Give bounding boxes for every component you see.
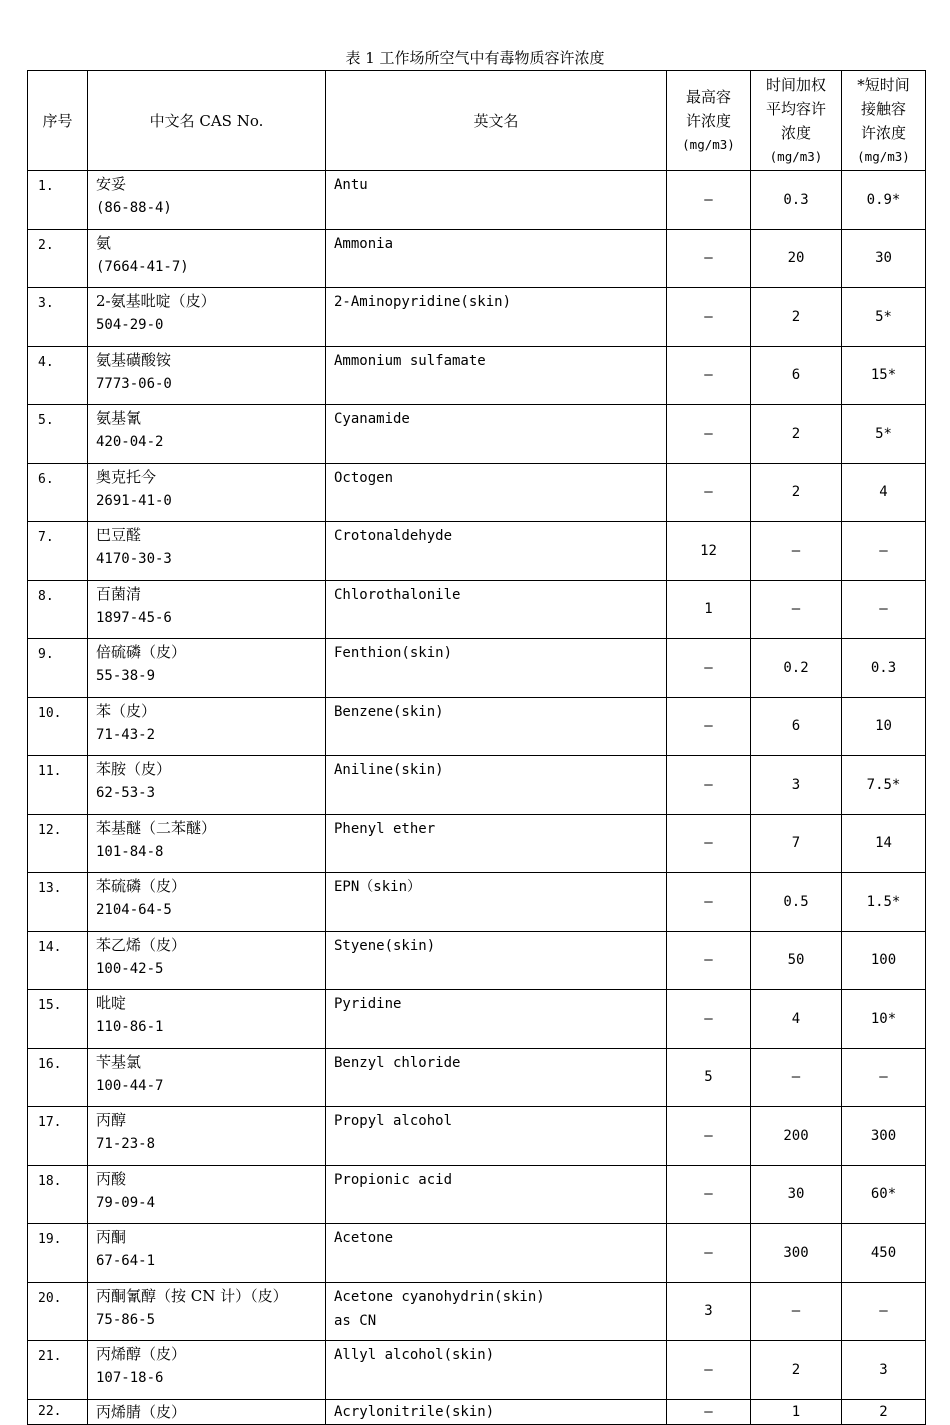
header-stel: *短时间 接触容 许浓度 (mg/m3) (842, 71, 926, 171)
row-cas-number: 7773-06-0 (96, 375, 172, 392)
row-chinese-name-cas (88, 1165, 326, 1224)
row-chinese-name-cas (88, 522, 326, 581)
table-row (28, 1399, 926, 1424)
row-stel-value: 15* (842, 346, 926, 405)
row-english-name: Acetone (326, 1224, 667, 1283)
row-twa-value: 6 (751, 346, 842, 405)
row-stel-value: 100 (842, 931, 926, 990)
row-chinese-name: 苯硫磷（皮） (96, 877, 187, 895)
row-seq: 10. (28, 697, 88, 756)
row-chinese-name: 苯基醚（二苯醚） (96, 818, 217, 837)
row-stel-value: 4 (842, 463, 926, 522)
table-row (28, 873, 926, 932)
row-twa-value: — (751, 580, 842, 639)
row-chinese-name: 丙酮氰醇（按 CN 计）（皮） (96, 1286, 288, 1305)
row-stel-value: 0.9* (842, 171, 926, 230)
row-stel-value: 2 (842, 1399, 926, 1424)
row-english-name: Benzene(skin) (326, 697, 667, 756)
row-mac-value: — (667, 814, 751, 873)
row-twa-value: — (751, 522, 842, 581)
row-english-name: Propionic acid (326, 1165, 667, 1224)
header-mac: 最高容 许浓度 (mg/m3) (667, 71, 751, 171)
row-stel-value: 1.5* (842, 873, 926, 932)
toxic-substances-table (27, 70, 926, 1425)
row-mac-value: — (667, 346, 751, 405)
row-twa-value: 2 (751, 463, 842, 522)
row-twa-value: 30 (751, 1165, 842, 1224)
table-row (28, 756, 926, 815)
row-english-name: Cyanamide (326, 405, 667, 464)
row-twa-value: 200 (751, 1107, 842, 1166)
row-seq: 6. (28, 463, 88, 522)
row-chinese-name: 氨 (96, 233, 112, 252)
row-chinese-name: 丙酸 (96, 1169, 127, 1188)
row-seq: 12. (28, 814, 88, 873)
row-seq: 14. (28, 931, 88, 990)
row-cas-number: 100-44-7 (96, 1077, 164, 1094)
row-chinese-name: 丙烯醇（皮） (96, 1345, 187, 1363)
row-seq: 5. (28, 405, 88, 464)
row-stel-value: — (842, 1282, 926, 1341)
row-cas-number: 71-23-8 (96, 1136, 156, 1152)
row-twa-value: 1 (751, 1399, 842, 1424)
row-seq: 7. (28, 522, 88, 581)
row-twa-value: 300 (751, 1224, 842, 1283)
row-stel-value: 60* (842, 1165, 926, 1224)
row-mac-value: 3 (667, 1282, 751, 1341)
row-twa-value: 20 (751, 229, 842, 288)
row-mac-value: 1 (667, 580, 751, 639)
row-seq: 19. (28, 1224, 88, 1283)
row-seq: 21. (28, 1341, 88, 1400)
row-stel-value: — (842, 1048, 926, 1107)
row-cas-number: 71-43-2 (96, 726, 156, 743)
row-twa-value: 2 (751, 288, 842, 347)
row-mac-value: — (667, 229, 751, 288)
row-chinese-name: 百菌清 (96, 584, 142, 603)
row-english-name: 2-Aminopyridine(skin) (326, 288, 667, 347)
row-english-name: Ammonia (326, 229, 667, 288)
row-seq: 13. (28, 873, 88, 932)
row-twa-value: 7 (751, 814, 842, 873)
row-chinese-name-cas (88, 346, 326, 405)
row-cas-number: 2104-64-5 (96, 902, 172, 918)
table-row (28, 990, 926, 1049)
row-twa-value: 4 (751, 990, 842, 1049)
row-english-name: Pyridine (326, 990, 667, 1049)
row-seq: 4. (28, 346, 88, 405)
row-stel-value: 5* (842, 405, 926, 464)
row-english-name: Phenyl ether (326, 814, 667, 873)
row-chinese-name: 吡啶 (96, 994, 127, 1012)
table-row (28, 171, 926, 230)
table-row (28, 405, 926, 464)
row-english-name: Propyl alcohol (326, 1107, 667, 1166)
row-chinese-name: 氨基磺酸铵 (96, 350, 172, 369)
table-body (28, 171, 926, 1425)
row-chinese-name: 2-氨基吡啶（皮） (96, 292, 216, 310)
row-english-name: Ammonium sulfamate (326, 346, 667, 405)
row-seq: 20. (28, 1282, 88, 1341)
row-cas-number: (7664-41-7) (96, 258, 189, 275)
row-english-name: EPN（skin） (326, 873, 667, 932)
row-english-name: Acetone cyanohydrin(skin) as CN (326, 1282, 667, 1341)
row-stel-value: 14 (842, 814, 926, 873)
row-twa-value: 0.3 (751, 171, 842, 230)
row-chinese-name-cas (88, 229, 326, 288)
row-chinese-name: 苯乙烯（皮） (96, 935, 187, 954)
row-english-name: Octogen (326, 463, 667, 522)
row-stel-value: 450 (842, 1224, 926, 1283)
row-chinese-name-cas (88, 931, 326, 990)
row-stel-value: 0.3 (842, 639, 926, 698)
row-chinese-name: 丙酮 (96, 1228, 127, 1246)
table-row (28, 346, 926, 405)
row-twa-value: — (751, 1282, 842, 1341)
row-seq: 11. (28, 756, 88, 815)
header-cn-cas: 中文名 CAS No. (88, 71, 326, 171)
row-stel-value: 10* (842, 990, 926, 1049)
row-english-name: Aniline(skin) (326, 756, 667, 815)
table-row (28, 931, 926, 990)
row-twa-value: 0.5 (751, 873, 842, 932)
row-cas-number: 101-84-8 (96, 843, 164, 860)
row-cas-number: 1897-45-6 (96, 609, 172, 626)
row-chinese-name-cas (88, 288, 326, 347)
table-row (28, 1224, 926, 1283)
row-chinese-name-cas (88, 405, 326, 464)
row-chinese-name-cas (88, 171, 326, 230)
row-stel-value: — (842, 522, 926, 581)
header-row (28, 71, 926, 171)
row-chinese-name-cas (88, 756, 326, 815)
table-row (28, 1048, 926, 1107)
row-chinese-name-cas (88, 1282, 326, 1341)
row-seq: 2. (28, 229, 88, 288)
table-row (28, 1341, 926, 1400)
row-chinese-name: 苯（皮） (96, 701, 157, 720)
header-seq: 序号 (28, 71, 88, 171)
row-seq: 16. (28, 1048, 88, 1107)
row-mac-value: — (667, 1107, 751, 1166)
row-stel-value: 10 (842, 697, 926, 756)
row-mac-value: — (667, 171, 751, 230)
row-mac-value: 5 (667, 1048, 751, 1107)
table-row (28, 697, 926, 756)
row-stel-value: 5* (842, 288, 926, 347)
row-cas-number: 79-09-4 (96, 1194, 156, 1211)
row-chinese-name-cas (88, 1341, 326, 1400)
row-twa-value: 2 (751, 405, 842, 464)
row-stel-value: 7.5* (842, 756, 926, 815)
row-chinese-name: 苄基氯 (96, 1052, 142, 1071)
row-chinese-name: 巴豆醛 (96, 526, 142, 544)
row-cas-number: 55-38-9 (96, 668, 156, 684)
row-cas-number: 420-04-2 (96, 434, 164, 450)
row-cas-number: 4170-30-3 (96, 551, 172, 567)
table-row (28, 1282, 926, 1341)
row-cas-number: 110-86-1 (96, 1019, 164, 1035)
row-cas-number: 107-18-6 (96, 1370, 164, 1386)
row-mac-value: — (667, 756, 751, 815)
row-twa-value: 50 (751, 931, 842, 990)
row-stel-value: 30 (842, 229, 926, 288)
table-row (28, 639, 926, 698)
row-seq: 1. (28, 171, 88, 230)
row-chinese-name-cas (88, 990, 326, 1049)
row-chinese-name: 丙醇 (96, 1111, 127, 1129)
row-stel-value: 300 (842, 1107, 926, 1166)
header-english-name: 英文名 (326, 71, 667, 171)
row-twa-value: 6 (751, 697, 842, 756)
header-twa: 时间加权 平均容许 浓度 (mg/m3) (751, 71, 842, 171)
row-mac-value: — (667, 1165, 751, 1224)
row-chinese-name-cas (88, 814, 326, 873)
row-twa-value: — (751, 1048, 842, 1107)
row-chinese-name-cas (88, 639, 326, 698)
row-chinese-name-cas (88, 697, 326, 756)
row-chinese-name: 奥克托今 (96, 467, 157, 486)
row-chinese-name: 丙烯腈（皮） (96, 1402, 187, 1421)
row-stel-value: 3 (842, 1341, 926, 1400)
row-english-name: Crotonaldehyde (326, 522, 667, 581)
row-cas-number: 62-53-3 (96, 785, 156, 801)
table-title: 表 1 工作场所空气中有毒物质容许浓度 (345, 49, 605, 67)
table-row (28, 229, 926, 288)
row-twa-value: 2 (751, 1341, 842, 1400)
row-mac-value: — (667, 873, 751, 932)
row-mac-value: — (667, 1341, 751, 1400)
row-english-name: Antu (326, 171, 667, 230)
row-mac-value: — (667, 697, 751, 756)
table-row (28, 522, 926, 581)
row-twa-value: 0.2 (751, 639, 842, 698)
row-seq: 9. (28, 639, 88, 698)
row-seq: 8. (28, 580, 88, 639)
table-row (28, 463, 926, 522)
row-chinese-name-cas (88, 580, 326, 639)
table-row (28, 1107, 926, 1166)
row-seq: 17. (28, 1107, 88, 1166)
table-row (28, 1165, 926, 1224)
row-english-name: Allyl alcohol(skin) (326, 1341, 667, 1400)
table-row (28, 814, 926, 873)
row-seq: 3. (28, 288, 88, 347)
row-mac-value: — (667, 463, 751, 522)
row-mac-value: — (667, 405, 751, 464)
row-english-name: Acrylonitrile(skin) (326, 1399, 667, 1424)
row-chinese-name-cas (88, 1107, 326, 1166)
row-seq: 18. (28, 1165, 88, 1224)
row-english-name: Fenthion(skin) (326, 639, 667, 698)
row-english-name: Benzyl chloride (326, 1048, 667, 1107)
row-chinese-name: 倍硫磷（皮） (96, 643, 187, 661)
row-stel-value: — (842, 580, 926, 639)
row-seq: 15. (28, 990, 88, 1049)
row-mac-value: — (667, 1224, 751, 1283)
row-chinese-name-cas (88, 463, 326, 522)
row-seq: 22. (28, 1399, 88, 1424)
row-chinese-name: 安妥 (96, 175, 127, 193)
row-chinese-name-cas (88, 873, 326, 932)
row-mac-value: — (667, 288, 751, 347)
row-mac-value: 12 (667, 522, 751, 581)
row-chinese-name-cas (88, 1399, 326, 1424)
row-cas-number: 100-42-5 (96, 960, 164, 977)
table-row (28, 580, 926, 639)
row-english-name: Styene(skin) (326, 931, 667, 990)
row-twa-value: 3 (751, 756, 842, 815)
row-chinese-name-cas (88, 1224, 326, 1283)
row-cas-number: (86-88-4) (96, 200, 172, 216)
row-english-name: Chlorothalonile (326, 580, 667, 639)
row-cas-number: 67-64-1 (96, 1253, 156, 1269)
row-cas-number: 504-29-0 (96, 317, 164, 333)
row-cas-number: 75-86-5 (96, 1311, 156, 1328)
row-chinese-name-cas (88, 1048, 326, 1107)
row-mac-value: — (667, 1399, 751, 1424)
row-chinese-name: 苯胺（皮） (96, 760, 172, 778)
table-row (28, 288, 926, 347)
row-mac-value: — (667, 639, 751, 698)
row-chinese-name: 氨基氰 (96, 409, 142, 427)
row-cas-number: 2691-41-0 (96, 492, 172, 509)
row-mac-value: — (667, 990, 751, 1049)
row-mac-value: — (667, 931, 751, 990)
